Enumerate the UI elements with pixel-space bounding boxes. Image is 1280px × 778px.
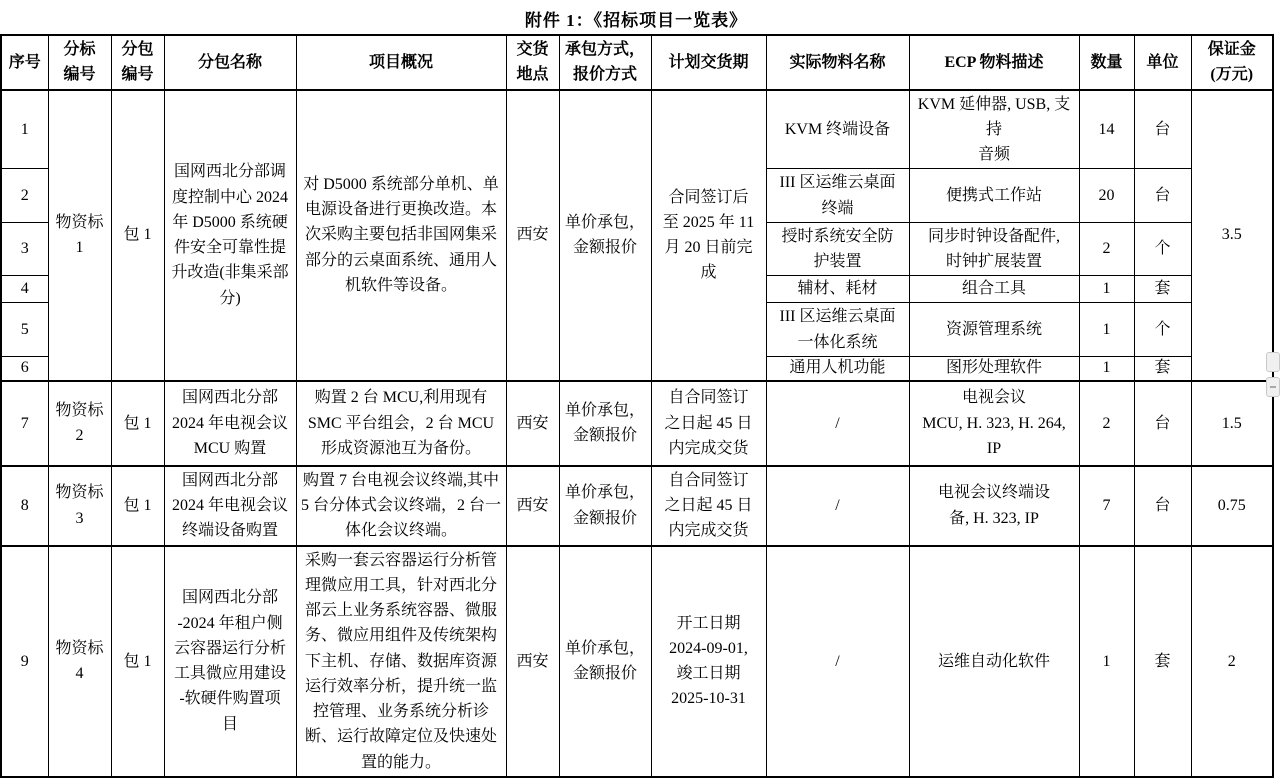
cell-serial: 2 bbox=[1, 169, 48, 223]
cell-package-no: 包 1 bbox=[111, 90, 164, 381]
col-header-serial: 序号 bbox=[1, 35, 48, 90]
cell-delivery-period: 合同签订后 至 2025 年 11 月 20 日前完 成 bbox=[651, 90, 766, 381]
cell-unit: 套 bbox=[1134, 356, 1191, 380]
scrollbar-dash-icon bbox=[1270, 386, 1276, 388]
cell-qty: 1 bbox=[1079, 276, 1134, 303]
cell-unit: 台 bbox=[1134, 169, 1191, 223]
cell-material: / bbox=[766, 381, 909, 466]
cell-serial: 5 bbox=[1, 303, 48, 357]
cell-ecp: KVM 延伸器, USB, 支持 音频 bbox=[909, 90, 1079, 169]
cell-material: 授时系统安全防 护装置 bbox=[766, 222, 909, 276]
cell-serial: 1 bbox=[1, 90, 48, 169]
col-header-delivery-period: 计划交货期 bbox=[651, 35, 766, 90]
cell-ecp: 便携式工作站 bbox=[909, 169, 1079, 223]
table-row bbox=[1, 546, 1273, 777]
cell-unit: 台 bbox=[1134, 90, 1191, 169]
cell-deposit: 3.5 bbox=[1191, 90, 1273, 381]
cell-bid-no: 物资标 1 bbox=[48, 90, 111, 381]
col-header-material-name: 实际物料名称 bbox=[766, 35, 909, 90]
col-header-unit: 单位 bbox=[1134, 35, 1191, 90]
col-header-deposit: 保证金 (万元) bbox=[1191, 35, 1273, 90]
cell-qty: 7 bbox=[1079, 466, 1134, 546]
cell-overview: 购置 2 台 MCU,利用现有 SMC 平台组会，2 台 MCU 形成资源池互为备份。 bbox=[296, 381, 506, 466]
cell-package-no: 包 1 bbox=[111, 466, 164, 546]
cell-unit: 台 bbox=[1134, 381, 1191, 466]
cell-package-name: 国网西北分部 2024 年电视会议 MCU 购置 bbox=[164, 381, 296, 466]
cell-delivery-place: 西安 bbox=[506, 466, 559, 546]
header-row bbox=[1, 35, 1273, 90]
cell-ecp: 资源管理系统 bbox=[909, 303, 1079, 357]
cell-contract-mode: 单价承包，金额报价 bbox=[559, 381, 651, 466]
cell-unit: 台 bbox=[1134, 466, 1191, 546]
col-header-bid-no: 分标 编号 bbox=[48, 35, 111, 90]
table-row bbox=[1, 381, 1273, 466]
cell-deposit: 2 bbox=[1191, 546, 1273, 777]
cell-unit: 套 bbox=[1134, 546, 1191, 777]
cell-ecp: 同步时钟设备配件, 时钟扩展装置 bbox=[909, 222, 1079, 276]
cell-qty: 20 bbox=[1079, 169, 1134, 223]
cell-delivery-period: 开工日期 2024-09-01, 竣工日期 2025-10-31 bbox=[651, 546, 766, 777]
page-title: 附件 1：《招标项目一览表》 bbox=[524, 11, 748, 30]
cell-material: / bbox=[766, 546, 909, 777]
cell-material: III 区运维云桌面 终端 bbox=[766, 169, 909, 223]
cell-bid-no: 物资标 2 bbox=[48, 381, 111, 466]
cell-serial: 7 bbox=[1, 381, 48, 466]
cell-unit: 个 bbox=[1134, 222, 1191, 276]
col-header-package-no: 分包 编号 bbox=[111, 35, 164, 90]
cell-deposit: 0.75 bbox=[1191, 466, 1273, 546]
cell-package-name: 国网西北分部调度控制中心 2024 年 D5000 系统硬件安全可靠性提升改造(非集采部分) bbox=[164, 90, 296, 381]
cell-delivery-period: 自合同签订 之日起 45 日 内完成交货 bbox=[651, 466, 766, 546]
cell-material: KVM 终端设备 bbox=[766, 90, 909, 169]
cell-package-no: 包 1 bbox=[111, 381, 164, 466]
cell-material: / bbox=[766, 466, 909, 546]
cell-serial: 8 bbox=[1, 466, 48, 546]
cell-overview: 对 D5000 系统部分单机、单电源设备进行更换改造。本次采购主要包括非国网集采部分的云桌面系统、通用人机软件等设备。 bbox=[296, 90, 506, 381]
cell-ecp: 电视会议终端设 备, H. 323, IP bbox=[909, 466, 1079, 546]
cell-ecp: 电视会议 MCU, H. 323, H. 264, IP bbox=[909, 381, 1079, 466]
cell-ecp: 图形处理软件 bbox=[909, 356, 1079, 380]
cell-delivery-place: 西安 bbox=[506, 381, 559, 466]
bid-project-table bbox=[0, 34, 1274, 778]
cell-bid-no: 物资标 4 bbox=[48, 546, 111, 777]
cell-material: 通用人机功能 bbox=[766, 356, 909, 380]
cell-serial: 6 bbox=[1, 356, 48, 380]
cell-qty: 1 bbox=[1079, 356, 1134, 380]
cell-ecp: 运维自动化软件 bbox=[909, 546, 1079, 777]
cell-delivery-place: 西安 bbox=[506, 90, 559, 381]
cell-qty: 2 bbox=[1079, 222, 1134, 276]
cell-qty: 1 bbox=[1079, 303, 1134, 357]
cell-delivery-period: 自合同签订 之日起 45 日 内完成交货 bbox=[651, 381, 766, 466]
cell-unit: 套 bbox=[1134, 276, 1191, 303]
col-header-ecp-desc: ECP 物料描述 bbox=[909, 35, 1079, 90]
col-header-overview: 项目概况 bbox=[296, 35, 506, 90]
cell-overview: 购置 7 台电视会议终端,其中 5 台分体式会议终端，2 台一体化会议终端。 bbox=[296, 466, 506, 546]
cell-serial: 4 bbox=[1, 276, 48, 303]
col-header-contract-mode: 承包方式， 报价方式 bbox=[559, 35, 651, 90]
cell-serial: 9 bbox=[1, 546, 48, 777]
cell-contract-mode: 单价承包，金额报价 bbox=[559, 90, 651, 381]
cell-qty: 2 bbox=[1079, 381, 1134, 466]
cell-package-name: 国网西北分部 -2024 年租户侧 云容器运行分析 工具微应用建设 -软硬件购置项 目 bbox=[164, 546, 296, 777]
cell-qty: 1 bbox=[1079, 546, 1134, 777]
col-header-quantity: 数量 bbox=[1079, 35, 1134, 90]
cell-deposit: 1.5 bbox=[1191, 381, 1273, 466]
cell-contract-mode: 单价承包，金额报价 bbox=[559, 546, 651, 777]
cell-contract-mode: 单价承包，金额报价 bbox=[559, 466, 651, 546]
cell-package-name: 国网西北分部 2024 年电视会议终端设备购置 bbox=[164, 466, 296, 546]
cell-material: III 区运维云桌面 一体化系统 bbox=[766, 303, 909, 357]
table-row bbox=[1, 90, 1273, 169]
scrollbar-button-down[interactable] bbox=[1266, 377, 1280, 397]
cell-material: 辅材、耗材 bbox=[766, 276, 909, 303]
table-row bbox=[1, 466, 1273, 546]
cell-serial: 3 bbox=[1, 222, 48, 276]
cell-qty: 14 bbox=[1079, 90, 1134, 169]
cell-bid-no: 物资标 3 bbox=[48, 466, 111, 546]
cell-ecp: 组合工具 bbox=[909, 276, 1079, 303]
cell-unit: 个 bbox=[1134, 303, 1191, 357]
col-header-package-name: 分包名称 bbox=[164, 35, 296, 90]
scrollbar-button-up[interactable] bbox=[1266, 352, 1280, 372]
col-header-delivery-place: 交货 地点 bbox=[506, 35, 559, 90]
cell-overview: 采购一套云容器运行分析管理微应用工具，针对西北分部云上业务系统容器、微服务、微应用组件及传统架构下主机、存储、数据库资源运行效率分析，提升统一监控管理、业务系统分析诊断、运行故障定位及快速处置的能力。 bbox=[296, 546, 506, 777]
cell-package-no: 包 1 bbox=[111, 546, 164, 777]
cell-delivery-place: 西安 bbox=[506, 546, 559, 777]
